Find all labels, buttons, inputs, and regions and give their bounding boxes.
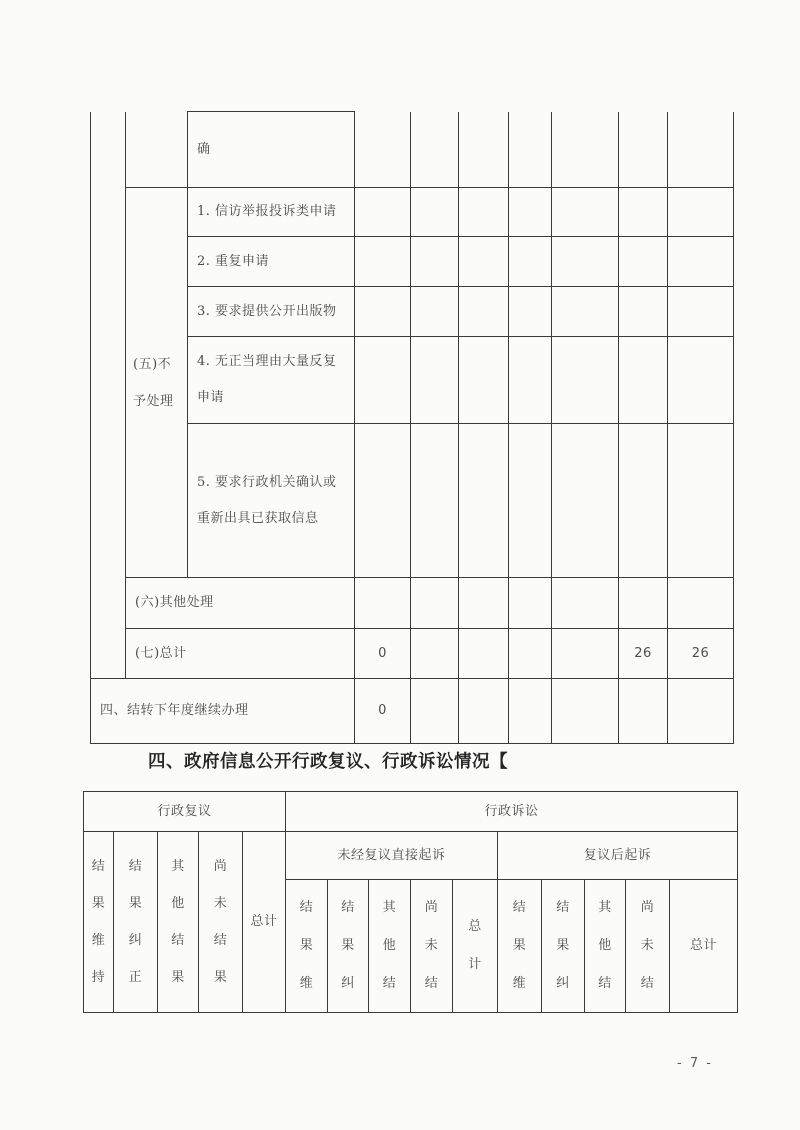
after-total-label: 总计 — [690, 938, 718, 953]
table-cell — [459, 112, 509, 188]
table-cell — [668, 679, 734, 744]
table-cell — [459, 287, 509, 337]
review-col-label: 结果维持 — [91, 859, 106, 985]
review-col-header — [158, 832, 199, 1013]
table-cell — [668, 188, 734, 237]
after-col-label: 结果纠 — [556, 900, 570, 991]
review-col-label: 尚未结果 — [213, 859, 228, 985]
review-group-header: 行政复议 — [84, 792, 286, 832]
row-label: 1. 信访举报投诉类申请 — [188, 188, 355, 237]
table-cell — [668, 337, 734, 424]
table-cell — [411, 629, 459, 679]
table-cell — [619, 112, 668, 188]
table-cell — [552, 188, 619, 237]
table-cell — [552, 578, 619, 629]
direct-col-label: 结果纠 — [341, 900, 355, 991]
after-col-header — [626, 880, 670, 1013]
after-col-label: 其他结 — [598, 900, 612, 991]
review-col-header — [84, 832, 114, 1013]
direct-col-header — [411, 880, 453, 1013]
table-cell — [509, 188, 552, 237]
table-cell — [619, 337, 668, 424]
row-label: 3. 要求提供公开出版物 — [188, 287, 355, 337]
table-cell — [459, 337, 509, 424]
table-cell — [355, 188, 411, 237]
row-label: 4. 无正当理由大量反复申请 — [188, 337, 355, 424]
table-cell — [509, 237, 552, 287]
table-cell — [619, 424, 668, 578]
table-cell — [411, 424, 459, 578]
table-cell — [619, 287, 668, 337]
review-litigation-table — [83, 791, 738, 1013]
group4-continued-cell — [126, 112, 188, 188]
total-value-other: 26 — [619, 629, 668, 679]
review-total-label: 总计 — [250, 914, 278, 929]
after-review-suit-group-header: 复议后起诉 — [498, 832, 738, 880]
table-cell — [668, 237, 734, 287]
table-cell — [411, 188, 459, 237]
direct-col-label: 结果维 — [299, 900, 314, 991]
table-cell — [552, 287, 619, 337]
table-cell — [411, 287, 459, 337]
table-cell — [411, 112, 459, 188]
table-cell — [552, 679, 619, 744]
group5-label-cell — [126, 188, 188, 578]
table-cell — [459, 237, 509, 287]
table-cell — [509, 578, 552, 629]
after-col-header — [498, 880, 542, 1013]
litigation-group-header: 行政诉讼 — [286, 792, 738, 832]
row-label-other: (六)其他处理 — [126, 578, 355, 629]
table-cell — [668, 578, 734, 629]
review-col-label: 其他结果 — [171, 859, 185, 985]
table-cell — [668, 424, 734, 578]
applications-handling-table — [90, 111, 734, 744]
table-cell — [355, 237, 411, 287]
table-cell — [411, 237, 459, 287]
table-cell — [459, 679, 509, 744]
table-cell — [552, 629, 619, 679]
section4-title: 四、政府信息公开行政复议、行政诉讼情况【 — [148, 752, 508, 772]
table-cell — [668, 112, 734, 188]
table-cell — [459, 578, 509, 629]
row-label: 2. 重复申请 — [188, 237, 355, 287]
review-total-header — [243, 832, 286, 1013]
page-number: - 7 - — [677, 1056, 713, 1071]
row-label: 5. 要求行政机关确认或重新出具已获取信息 — [188, 424, 355, 578]
row-label-total: (七)总计 — [126, 629, 355, 679]
table-cell — [619, 679, 668, 744]
direct-col-header — [369, 880, 411, 1013]
table-cell — [619, 237, 668, 287]
after-col-label: 尚未结 — [640, 900, 655, 991]
direct-suit-group-header: 未经复议直接起诉 — [286, 832, 498, 880]
table-cell — [355, 287, 411, 337]
table-cell — [355, 578, 411, 629]
row-label-continued: 确 — [188, 112, 355, 188]
table-cell — [459, 188, 509, 237]
table-cell — [552, 237, 619, 287]
after-col-header — [585, 880, 626, 1013]
direct-col-header — [328, 880, 369, 1013]
table-cell — [552, 424, 619, 578]
direct-total-label: 总计 — [468, 919, 482, 972]
table-cell — [509, 112, 552, 188]
direct-total-header — [453, 880, 498, 1013]
direct-col-header — [286, 880, 328, 1013]
carryover-value: 0 — [355, 679, 411, 744]
section-span-cell — [91, 112, 126, 679]
table-cell — [355, 112, 411, 188]
after-col-label: 结果维 — [512, 900, 527, 991]
table-cell — [459, 629, 509, 679]
after-col-header — [542, 880, 585, 1013]
table-cell — [509, 424, 552, 578]
table-cell — [509, 337, 552, 424]
review-col-header — [114, 832, 158, 1013]
total-value-natural-person: 0 — [355, 629, 411, 679]
table-cell — [619, 578, 668, 629]
table-cell — [668, 287, 734, 337]
row-label-carryover: 四、结转下年度继续办理 — [91, 679, 355, 744]
table-cell — [355, 337, 411, 424]
table-cell — [355, 424, 411, 578]
table-cell — [411, 679, 459, 744]
table-cell — [619, 188, 668, 237]
table-cell — [459, 424, 509, 578]
review-col-label: 结果纠正 — [128, 859, 143, 985]
table-cell — [411, 337, 459, 424]
direct-col-label: 尚未结 — [424, 900, 439, 991]
after-total-header — [670, 880, 738, 1013]
direct-col-label: 其他结 — [382, 900, 397, 991]
table-cell — [509, 629, 552, 679]
table-cell — [411, 578, 459, 629]
total-value-sum: 26 — [668, 629, 734, 679]
group5-label: (五)不予处理 — [133, 356, 174, 409]
table-cell — [509, 287, 552, 337]
review-col-header — [199, 832, 243, 1013]
table-cell — [552, 112, 619, 188]
table-cell — [509, 679, 552, 744]
table-cell — [552, 337, 619, 424]
